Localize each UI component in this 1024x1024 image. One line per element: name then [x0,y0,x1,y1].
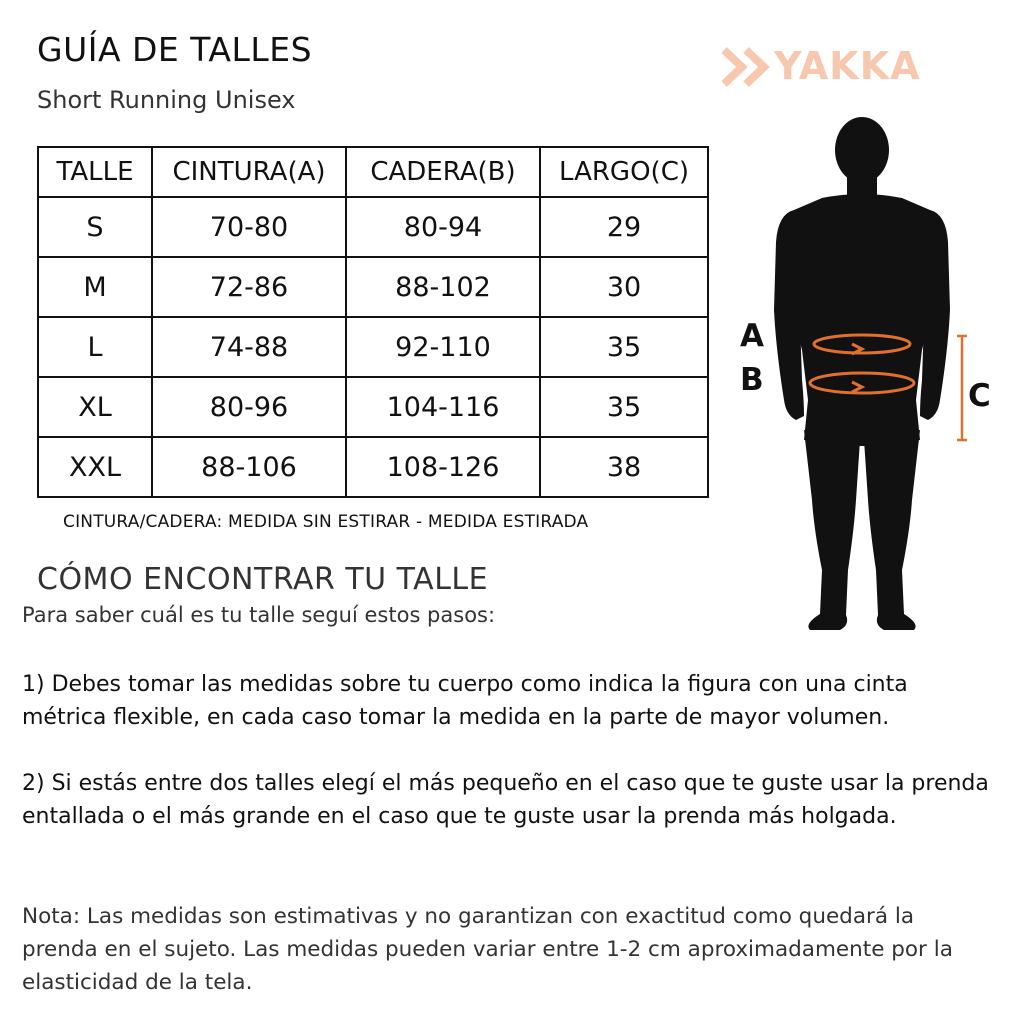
label-c: C [968,378,991,414]
table-header-row [38,147,708,197]
size-table [37,146,709,498]
cell-cintura: 72-86 [152,257,346,317]
step-1-text: 1) Debes tomar las medidas sobre tu cuerpo como indica la figura con una cinta métrica flexible, en cada caso tomar la medida en la parte de mayor volumen. [22,672,908,730]
column-header-cintura: CINTURA(A) [152,147,346,197]
cell-cintura: 74-88 [152,317,346,377]
table-row [38,257,708,317]
logo-text: YAKKA [774,44,921,88]
column-header-talle: TALLE [38,147,152,197]
table-row [38,437,708,497]
cell-cintura: 88-106 [152,437,346,497]
body-silhouette-figure [730,110,1010,640]
brand-logo [722,44,974,90]
cell-cadera: 80-94 [346,197,540,257]
cell-talle: M [38,257,152,317]
cell-talle: L [38,317,152,377]
cell-talle: S [38,197,152,257]
cell-cadera: 108-126 [346,437,540,497]
cell-cadera: 92-110 [346,317,540,377]
cell-cintura: 70-80 [152,197,346,257]
table-note: CINTURA/CADERA: MEDIDA SIN ESTIRAR - MEDIDA ESTIRADA [63,512,589,532]
cell-largo: 35 [540,377,708,437]
table-row [38,377,708,437]
label-b: B [740,362,764,398]
cell-cadera: 88-102 [346,257,540,317]
cell-cadera: 104-116 [346,377,540,437]
cell-cintura: 80-96 [152,377,346,437]
logo-mark-icon [722,46,774,88]
column-header-cadera: CADERA(B) [346,147,540,197]
note-text: Nota: Las medidas son estimativas y no garantizan con exactitud como quedará la prenda en el sujeto. Las medidas pueden variar entre 1-2 cm aproximadamente por la elasticidad de la tela. [22,904,953,995]
section-title: CÓMO ENCONTRAR TU TALLE [37,562,489,597]
cell-largo: 29 [540,197,708,257]
column-header-largo: LARGO(C) [540,147,708,197]
page-title: GUÍA DE TALLES [37,30,313,69]
label-a: A [740,318,764,354]
cell-largo: 30 [540,257,708,317]
table-row [38,197,708,257]
step-2-text: 2) Si estás entre dos talles elegí el más pequeño en el caso que te guste usar la prenda entallada o el más grande en el caso que te guste usar la prenda más holgada. [22,771,989,829]
cell-largo: 38 [540,437,708,497]
intro-text: Para saber cuál es tu talle seguí estos pasos: [22,603,496,627]
table-row [38,317,708,377]
cell-talle: XL [38,377,152,437]
length-measure-line [957,336,967,440]
cell-talle: XXL [38,437,152,497]
page-subtitle: Short Running Unisex [37,86,296,114]
cell-largo: 35 [540,317,708,377]
